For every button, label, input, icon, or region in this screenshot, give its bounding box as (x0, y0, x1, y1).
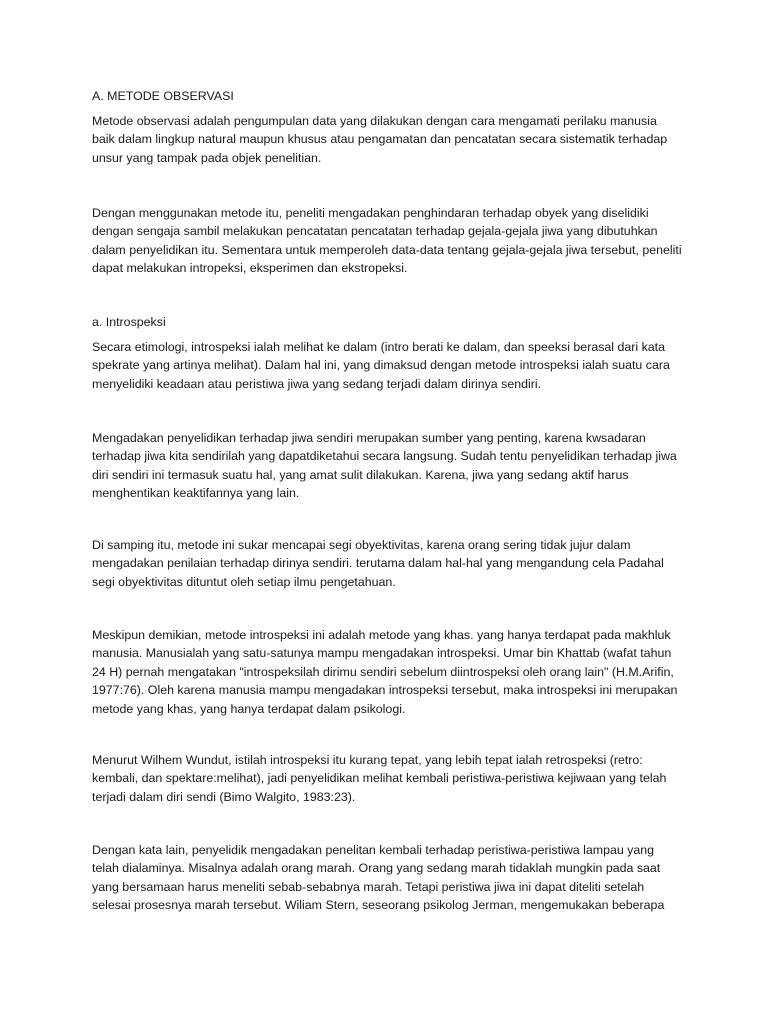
paragraph-obyektivitas: Di samping itu, metode ini sukar mencapai segi obyektivitas, karena orang sering tidak jujur dalam mengadakan penilaian terhadap dirinya sendiri. terutama dalam hal-hal yang mengandung cela Padahal segi obyektivitas dituntut oleh setiap ilmu pengetahuan. (92, 538, 664, 589)
section-heading: A. METODE OBSERVASI (92, 89, 234, 103)
paragraph-introspeksi-etimologi: Secara etimologi, introspeksi ialah melihat ke dalam (intro berati ke dalam, dan speeksi berasal dari kata spekrate yang artinya melihat). Dalam hal ini, yang dimaksud dengan metode introspeksi ialah suatu cara menyelidiki keadaan atau peristiwa jiwa yang sedang terjadi dalam dirinya sendiri. (92, 340, 670, 391)
paragraph-metode-khas: Meskipun demikian, metode introspeksi ini adalah metode yang khas. yang hanya terdapat pada makhluk manusia. Manusialah yang satu-satunya mampu mengadakan introspeksi. Umar bin Khattab (wafat tahun 24 H) pernah mengatakan "introspeksilah dirimu sendiri sebelum diintrospeksi oleh orang lain" (H.M.Arifin, 1977:76). Oleh karena manusia mampu mengadakan introspeksi tersebut, maka introspeksi ini merupakan metode yang khas, yang hanya terdapat dalam psikologi. (92, 628, 678, 716)
paragraph-wundt-retrospeksi: Menurut Wilhem Wundut, istilah introspeksi itu kurang tepat, yang lebih tepat ialah retrospeksi (retro: kembali, dan spektare:melihat), jadi penyelidikan melihat kembali peristiwa-peristiwa kejiwaan yang telah terjadi dalam diri sendi (Bimo Walgito, 1983:23). (92, 753, 667, 804)
paragraph-observasi-definition: Metode observasi adalah pengumpulan data yang dilakukan dengan cara mengamati perilaku manusia baik dalam lingkup natural maupun khusus atau pengamatan dan pencatatan secara sistematik terhadap unsur yang tampak pada objek penelitian. (92, 114, 668, 165)
subsection-heading: a. Introspeksi (92, 315, 166, 329)
paragraph-observasi-method: Dengan menggunakan metode itu, peneliti mengadakan penghindaran terhadap obyek yang diselidiki dengan sengaja sambil melakukan pencatatan pencatatan terhadap gejala-gejala jiwa yang dibutuhkan dalam penyelidikan itu. Sementara untuk memperoleh data-data tentang gejala-gejala jiwa tersebut, peneliti dapat melakukan intropeksi, eksperimen dan ekstropeksi. (92, 206, 682, 276)
paragraph-penelitian-kembali: Dengan kata lain, penyelidik mengadakan penelitan kembali terhadap peristiwa-peristiwa lampau yang telah dialaminya. Misalnya adalah orang marah. Orang yang sedang marah tidaklah mungkin pada saat yang bersamaan harus meneliti sebab-sebabnya marah. Tetapi peristiwa jiwa ini dapat diteliti setelah selesai prosesnya marah tersebut. Wiliam Stern, seseorang psikolog Jerman, mengemukakan beberapa (92, 843, 665, 913)
paragraph-penyelidikan-jiwa: Mengadakan penyelidikan terhadap jiwa sendiri merupakan sumber yang penting, karena kwsadaran terhadap jiwa kita sendirilah yang dapatdiketahui secara langsung. Sudah tentu penyelidikan terhadap jiwa diri sendiri ini termasuk suatu hal, yang amat sulit dilakukan. Karena, jiwa yang sedang aktif harus menghentikan keaktifannya yang lain. (92, 431, 677, 501)
